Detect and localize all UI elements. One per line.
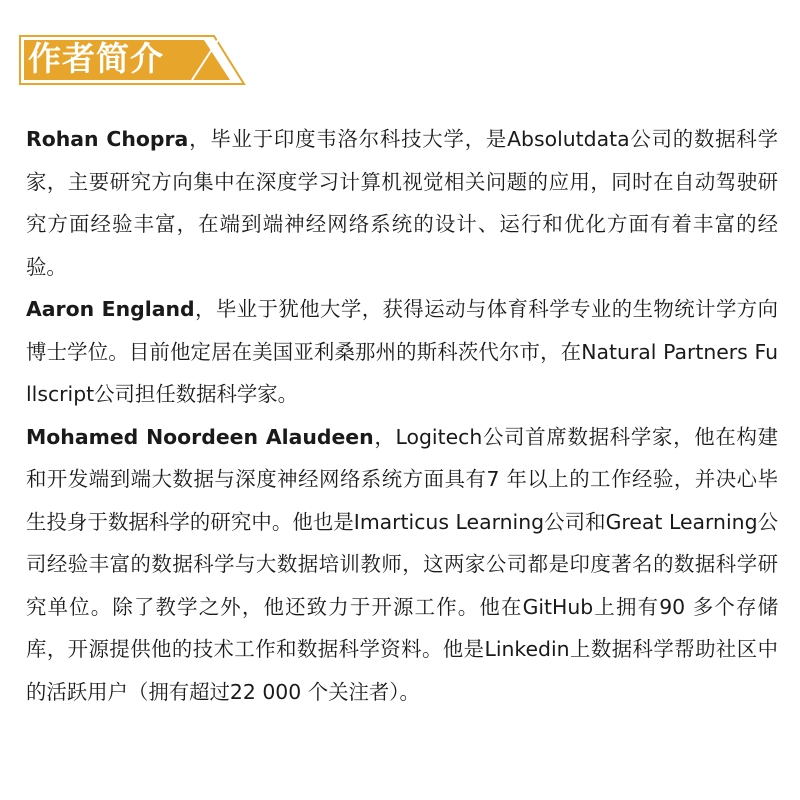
author-bio-text: ，毕业于印度韦洛尔科技大学，是Absolutdata公司的数据科学家，主要研究方向集中在深度学习计算机视觉相关问题的应用，同时在自动驾驶研究方面经验丰富，在端到端神经网络系统的设计、运行和优化方面有着丰富的经验。 bbox=[26, 127, 778, 279]
bio-paragraph bbox=[26, 288, 778, 416]
author-bios bbox=[26, 118, 778, 713]
author-name: Mohamed Noordeen Alaudeen bbox=[26, 424, 374, 449]
bio-paragraph bbox=[26, 416, 778, 714]
bio-paragraph bbox=[26, 118, 778, 288]
section-title: 作者简介 bbox=[28, 39, 164, 78]
author-name: Aaron England bbox=[26, 297, 195, 321]
author-name: Rohan Chopra bbox=[26, 127, 189, 151]
author-bio-text: ，毕业于犹他大学，获得运动与体育科学专业的生物统计学方向博士学位。目前他定居在美国亚利桑那州的斯科茨代尔市，在Natural Partners Fullscript公司担任数据科学家。 bbox=[26, 297, 779, 406]
author-bio-text: ，Logitech公司首席数据科学家，他在构建和开发端到端大数据与深度神经网络系统方面具有7 年以上的工作经验，并决心毕生投身于数据科学的研究中。他也是Imarticus Learning公司和Great Learning公司经验丰富的数据科学与大数据培训教师，这两家公司都是印度著名的数据科学研究单位。除了教学之外，他还致力于开源工作。他在GitHub上拥有90 多个存储库，开源提供他的技术工作和数据科学资料。他是Linkedin上数据科学帮助社区中的活跃用户（拥有超过22 000 个关注者）。 bbox=[26, 424, 778, 704]
